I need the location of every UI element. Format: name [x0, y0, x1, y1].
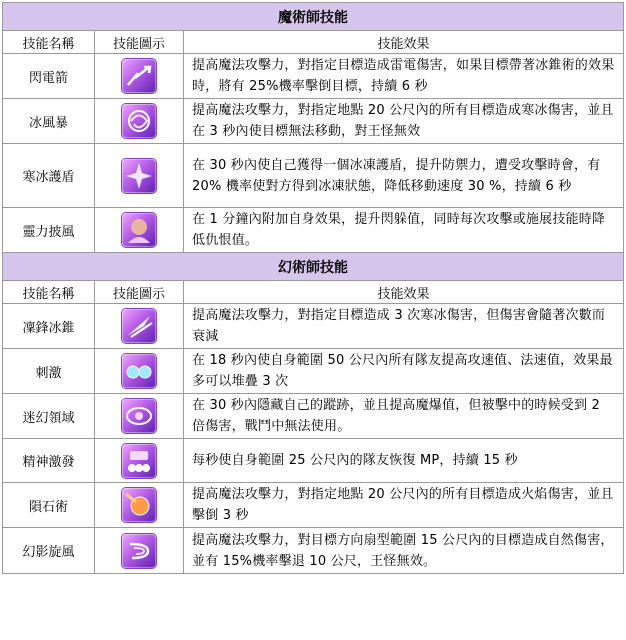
skill-icon-cell [95, 483, 184, 528]
phantom-whirlwind-icon [122, 534, 156, 568]
spirit-cloak-icon [122, 213, 156, 247]
skill-effect: 每秒使自身範圍 25 公尺內的隊友恢復 MP，持續 15 秒 [184, 439, 624, 483]
skill-effect: 提高魔法攻擊力，對指定目標造成 3 次寒冰傷害，但傷害會隨著次數而衰減 [184, 304, 624, 349]
skill-effect-header: 技能效果 [184, 31, 624, 54]
skill-effect: 提高魔法攻擊力，對指定地點 20 公尺內的所有目標造成火焰傷害，並且擊倒 3 秒 [184, 483, 624, 528]
skill-icon-cell [95, 208, 184, 253]
lightning-arrow-icon [122, 59, 156, 93]
skill-row [3, 439, 624, 483]
skill-name-header: 技能名稱 [3, 31, 95, 54]
ice-spike-icon [122, 309, 156, 343]
ice-storm-icon [122, 104, 156, 138]
skill-row [3, 528, 624, 574]
skill-icon-cell [95, 54, 184, 99]
skill-effect: 提高魔法攻擊力，對目標方向扇型範圍 15 公尺內的目標造成自然傷害，並有 15%機率擊退 10 公尺，王怪無效。 [184, 528, 624, 574]
skill-effect: 在 1 分鐘內附加自身效果，提升閃躲值，同時每次攻擊或施展技能時降低仇恨值。 [184, 208, 624, 253]
skill-name: 凜鋒冰錐 [3, 304, 95, 349]
skill-row [3, 208, 624, 253]
skill-table [2, 2, 624, 574]
skill-icon-cell [95, 304, 184, 349]
skill-name: 閃電箭 [3, 54, 95, 99]
skill-name: 刺激 [3, 349, 95, 394]
skill-icon-header: 技能圖示 [95, 281, 184, 304]
stimulate-icon [122, 354, 156, 388]
skill-effect: 在 18 秒內使自身範圍 50 公尺內所有隊友提高攻速值、法速值，效果最多可以堆疊 3 次 [184, 349, 624, 394]
skill-name: 靈力披風 [3, 208, 95, 253]
skill-name: 精神激發 [3, 439, 95, 483]
skill-name: 隕石術 [3, 483, 95, 528]
column-header-row [3, 281, 624, 304]
skill-row [3, 304, 624, 349]
meteor-icon [122, 488, 156, 522]
skill-effect: 在 30 秒內使自己獲得一個冰凍護盾，提升防禦力，遭受攻擊時會，有 20% 機率使對方得到冰凍狀態，降低移動速度 30 %，持續 6 秒 [184, 144, 624, 208]
skill-name: 冰風暴 [3, 99, 95, 144]
skill-name: 幻影旋風 [3, 528, 95, 574]
skill-name: 迷幻領域 [3, 394, 95, 439]
skill-icon-cell [95, 144, 184, 208]
skill-icon-header: 技能圖示 [95, 31, 184, 54]
frost-shield-icon [122, 159, 156, 193]
skill-effect: 提高魔法攻擊力，對指定目標造成雷電傷害，如果目標帶著冰錐術的效果時，將有 25%機率擊倒目標，持續 6 秒 [184, 54, 624, 99]
skill-name-header: 技能名稱 [3, 281, 95, 304]
skill-effect-header: 技能效果 [184, 281, 624, 304]
skill-tables [2, 2, 623, 574]
skill-row [3, 54, 624, 99]
skill-icon-cell [95, 439, 184, 483]
illusion-field-icon [122, 399, 156, 433]
section-title: 魔術師技能 [3, 3, 624, 31]
skill-row [3, 349, 624, 394]
skill-row [3, 394, 624, 439]
section-title: 幻術師技能 [3, 253, 624, 281]
skill-name: 寒冰護盾 [3, 144, 95, 208]
skill-icon-cell [95, 394, 184, 439]
skill-row [3, 144, 624, 208]
skill-effect: 提高魔法攻擊力，對指定地點 20 公尺內的所有目標造成寒冰傷害，並且在 3 秒內使目標無法移動，對王怪無效 [184, 99, 624, 144]
spirit-burst-icon [122, 444, 156, 478]
section-title-row [3, 253, 624, 281]
skill-icon-cell [95, 99, 184, 144]
skill-row [3, 99, 624, 144]
skill-icon-cell [95, 349, 184, 394]
column-header-row [3, 31, 624, 54]
skill-effect: 在 30 秒內隱藏自己的蹤跡，並且提高魔爆值，但被擊中的時候受到 2 倍傷害，戰鬥中無法使用。 [184, 394, 624, 439]
skill-icon-cell [95, 528, 184, 574]
section-title-row [3, 3, 624, 31]
skill-row [3, 483, 624, 528]
